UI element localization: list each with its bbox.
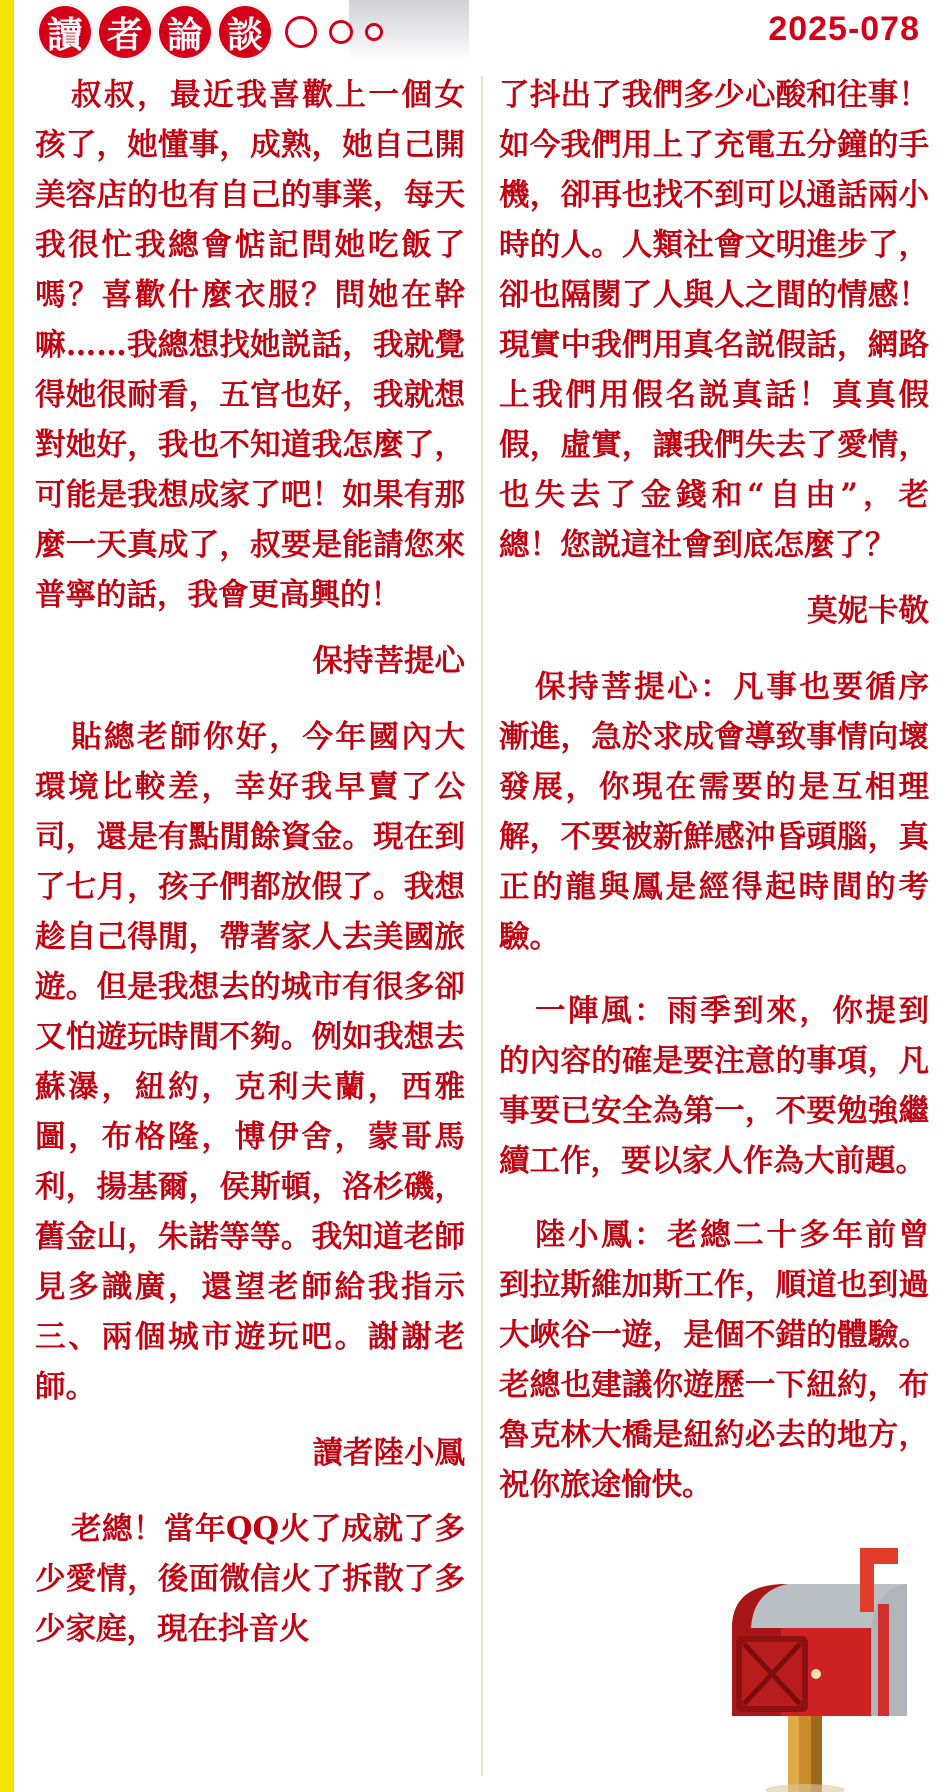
issue-number: 2025-078 bbox=[768, 10, 920, 48]
reply-paragraph: 陸小鳳：老總二十多年前曾到拉斯維加斯工作，順道也到過大峽谷一遊，是個不錯的體驗。老總也建議你遊歷一下紐約，布魯克林大橋是紐約必去的地方，祝你旅途愉快。 bbox=[499, 1217, 929, 1503]
letter-paragraph: 叔叔，最近我喜歡上一個女孩了，她懂事，成熟，她自己開美容店的也有自己的事業，每天我很忙我總會惦記問她吃飯了嗎？喜歡什麼衣服？問她在幹嘛……我總想找她説話，我就覺得她很耐看，五官也好，我就想對她好，我也不知道我怎麼了，可能是我想成家了吧！如果有那麼一天真成了，叔要是能請您來普寧的話，我會更高興的！ bbox=[35, 77, 465, 613]
masthead bbox=[19, 0, 942, 70]
left-column bbox=[35, 70, 465, 1670]
letter-paragraph: 老總！當年QQ火了成就了多少愛情，後面微信火了拆散了多少家庭，現在抖音火 bbox=[35, 1511, 465, 1647]
column-divider bbox=[481, 76, 483, 1776]
logo-circle-medium-icon bbox=[329, 20, 353, 44]
logo-char-4: 談 bbox=[217, 4, 273, 60]
reply-paragraph: 一陣風：雨季到來，你提到的內容的確是要注意的事項，凡事要已安全為第一，不要勉強繼續工作，要以家人作為大前題。 bbox=[499, 993, 929, 1179]
logo-char-2: 者 bbox=[97, 4, 153, 60]
letter-signature: 讀者陸小鳳 bbox=[312, 1435, 465, 1471]
logo-circle-small-icon bbox=[365, 23, 383, 41]
logo-char-1: 讀 bbox=[37, 4, 93, 60]
logo-circle-large-icon bbox=[285, 16, 317, 48]
article-columns bbox=[19, 70, 942, 1792]
publication-logo bbox=[37, 4, 383, 60]
left-margin-band bbox=[0, 0, 14, 1792]
letter-paragraph: 了抖出了我們多少心酸和往事！如今我們用上了充電五分鐘的手機，卻再也找不到可以通話兩小時的人。人類社會文明進步了，卻也隔閡了人與人之間的情感！現實中我們用真名説假話，網路上我們用假名説真話！真真假假，虛實，讓我們失去了愛情，也失去了金錢和“自由”，老總！您説這社會到底怎麼了？ bbox=[499, 77, 929, 563]
right-column bbox=[499, 70, 929, 1526]
logo-char-3: 論 bbox=[157, 4, 213, 60]
letter-signature: 莫妮卡敬 bbox=[807, 593, 929, 629]
letter-paragraph: 貼總老師你好，今年國內大環境比較差，幸好我早賣了公司，還是有點閒餘資金。現在到了七月，孩子們都放假了。我想趁自己得閒，帶著家人去美國旅遊。但是我想去的城市有很多卻又怕遊玩時間不夠。例如我想去蘇瀑，紐約，克利夫蘭，西雅圖，布格隆，博伊舍，蒙哥馬利，揚基爾，侯斯頓，洛杉磯，舊金山，朱諾等等。我知道老師見多識廣，還望老師給我指示三、兩個城市遊玩吧。謝謝老師。 bbox=[35, 719, 465, 1405]
letter-signature: 保持菩提心 bbox=[312, 643, 465, 679]
reply-paragraph: 保持菩提心：凡事也要循序漸進，急於求成會導致事情向壞發展，你現在需要的是互相理解，不要被新鮮感沖昏頭腦，真正的龍與鳳是經得起時間的考驗。 bbox=[499, 669, 929, 955]
